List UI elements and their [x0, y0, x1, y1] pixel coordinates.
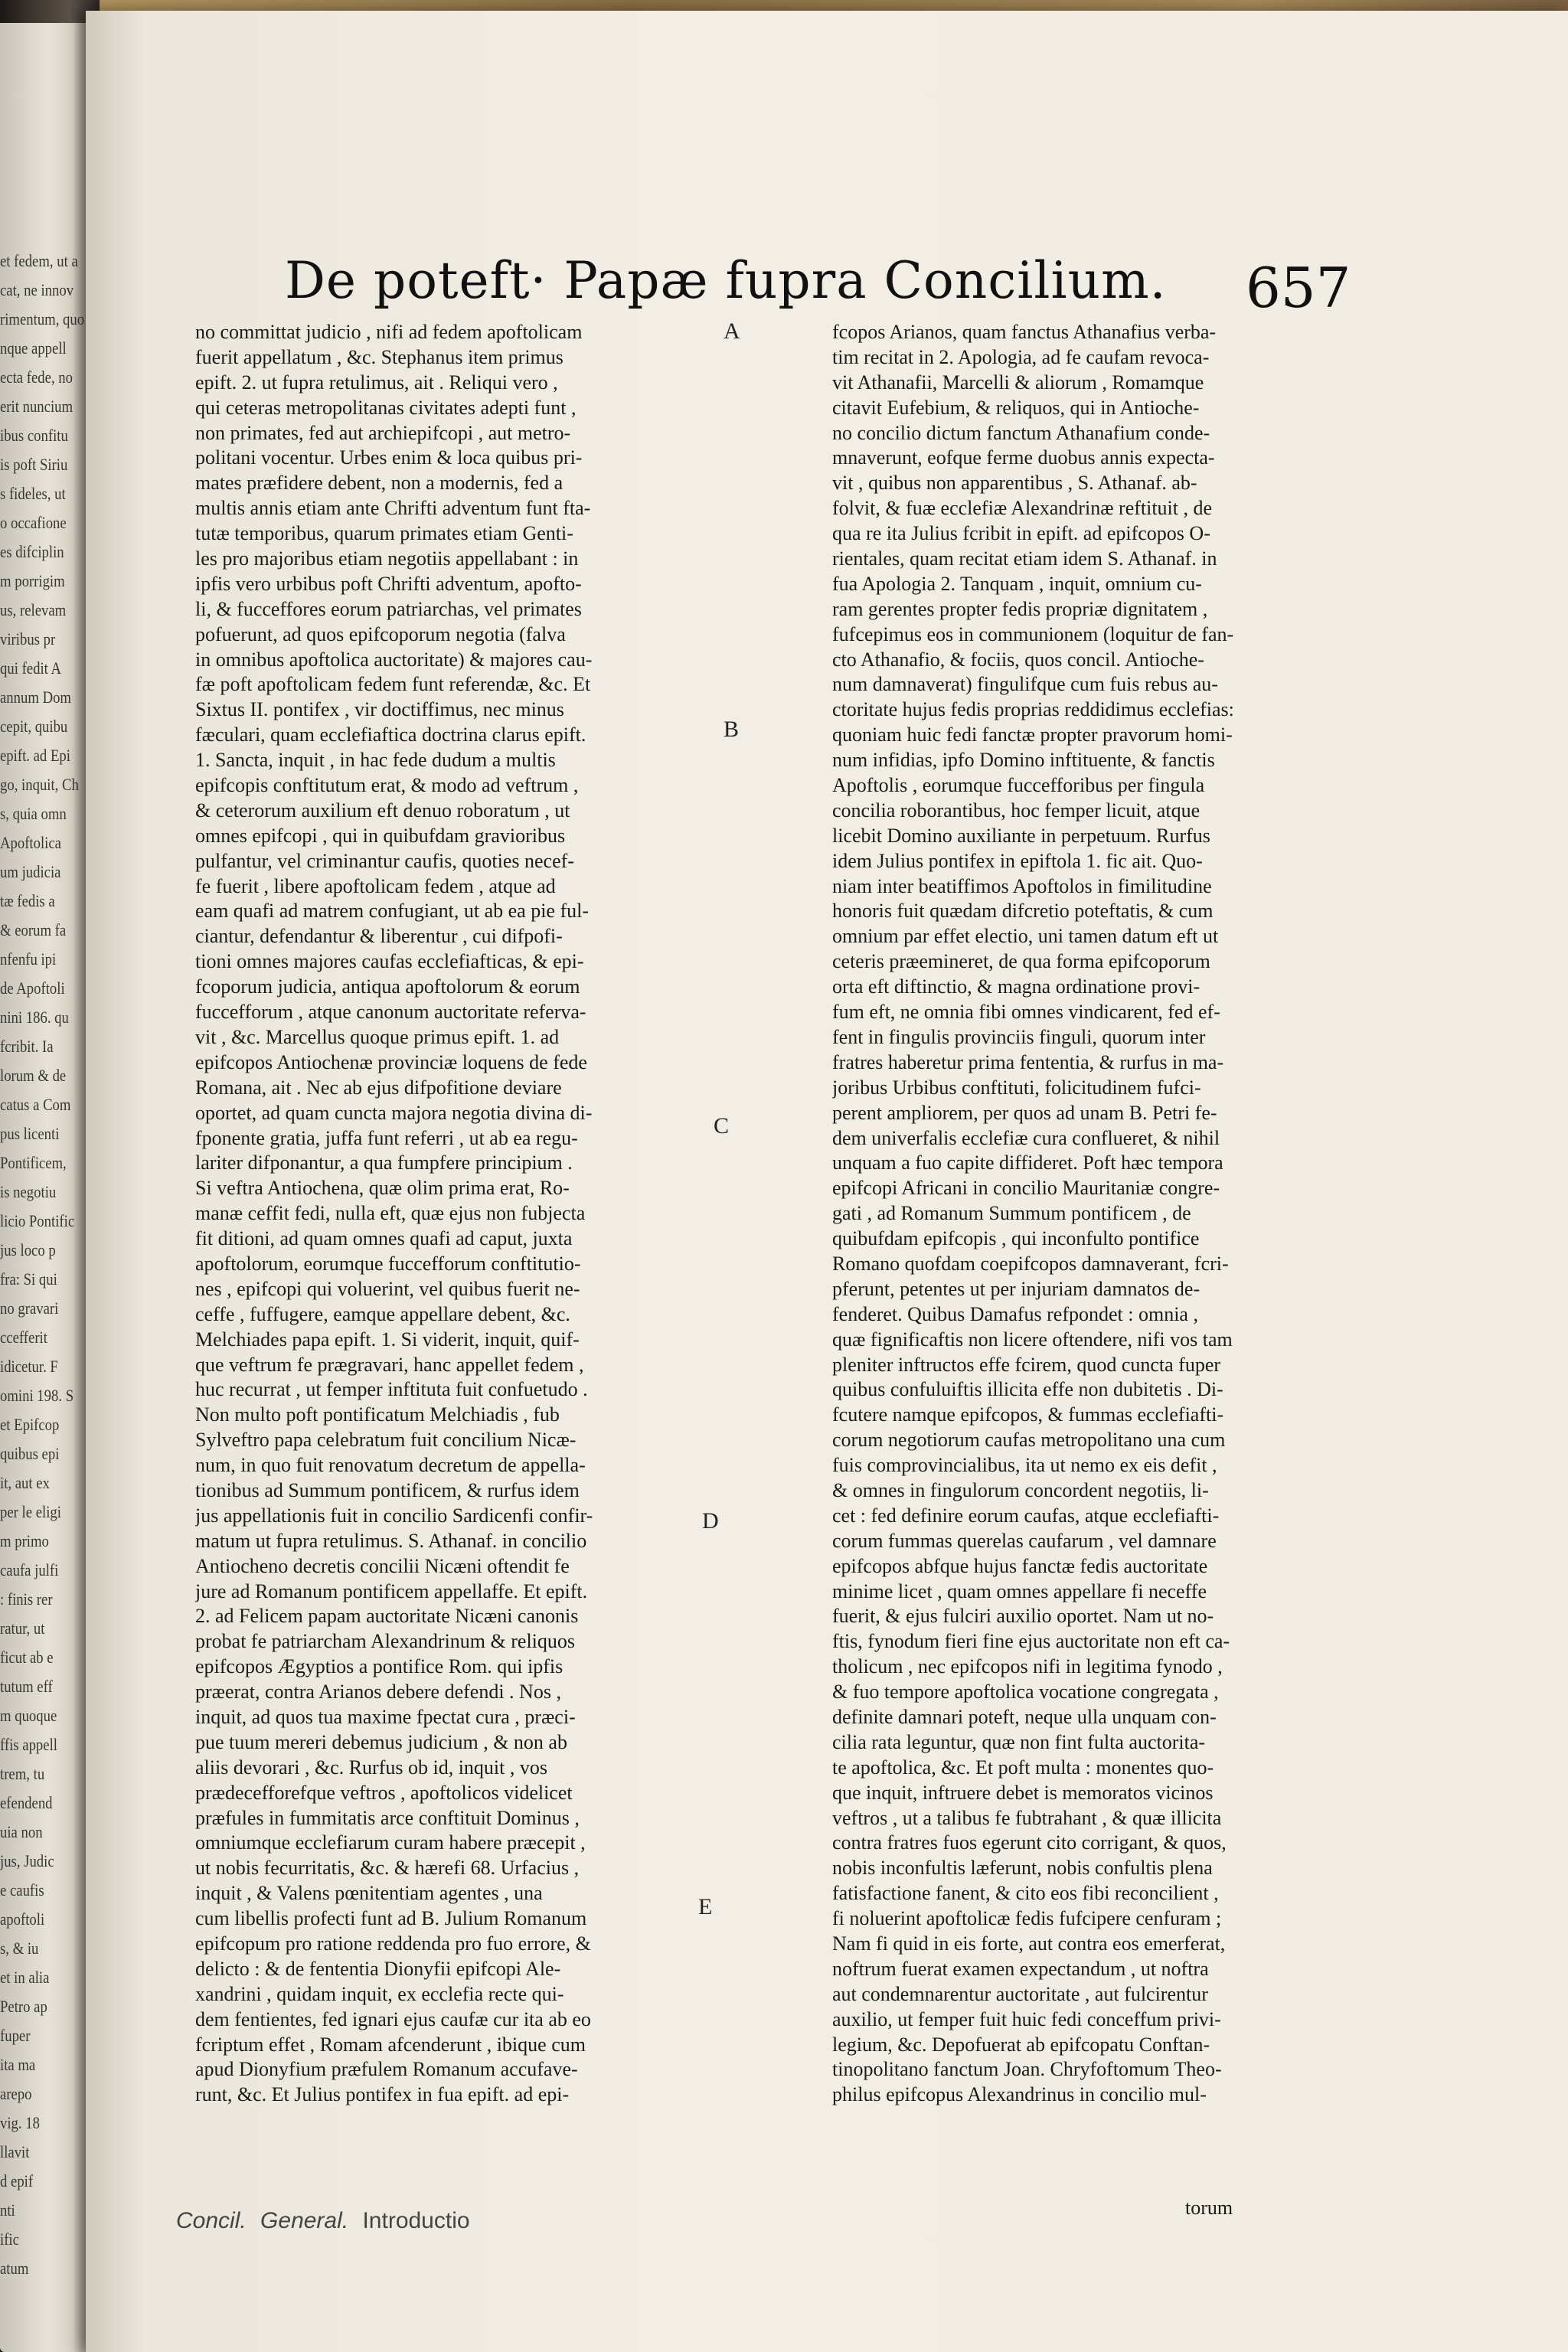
text-line: citavit Eufebium, & reliquos, qui in Antioche-	[832, 396, 1200, 419]
text-line: dem fentientes, fed ignari ejus caufæ cur ita ab eo	[195, 2007, 591, 2030]
left-page-text-fragment: & eorum fa	[0, 920, 67, 939]
right-column	[832, 320, 1327, 2108]
text-line: vit , quibus non apparentibus , S. Athanaf. ab-	[832, 472, 1197, 495]
left-page-text-fragment: d epif	[0, 2171, 34, 2190]
text-line: huc recurrat , ut femper inftituta fuit confuetudo .	[195, 1378, 588, 1401]
left-page-text-fragment: jus loco p	[0, 1240, 56, 1259]
left-page-text-fragment: ific	[0, 2230, 19, 2249]
text-line: folvit, & fuæ ecclefiæ Alexandrinæ reftituit , de	[832, 497, 1213, 520]
text-line: no concilio dictum fanctum Athanafium conde-	[832, 421, 1210, 444]
text-line: num damnaverat) fingulifque cum fuis rebus au-	[832, 673, 1218, 696]
left-page-text-fragment: s fideles, ut	[0, 484, 66, 503]
page-footer	[176, 2208, 478, 2234]
left-page-text-fragment: viribus pr	[0, 629, 56, 648]
text-line: ram gerentes propter fedis propriæ dignitatem ,	[832, 597, 1208, 620]
text-line: concilia roborantibus, hoc femper licuit, atque	[832, 799, 1200, 822]
text-line: Non multo poft pontificatum Melchiadis , fub	[195, 1403, 560, 1426]
text-line: fuis comprovincialibus, ita ut nemo ex eis defit ,	[832, 1454, 1217, 1477]
text-line: fcutere namque epifcopos, & fummas ecclefiafti-	[832, 1403, 1224, 1426]
left-page-text-fragment: quibus epi	[0, 1444, 60, 1463]
text-line: tutæ temporibus, quarum primates etiam Genti-	[195, 522, 573, 545]
margin-marker-e: E	[698, 1894, 713, 1919]
left-page-text-fragment: fcribit. Ia	[0, 1037, 54, 1056]
text-line: politani vocentur. Urbes enim & loca quibus pri-	[195, 446, 583, 469]
text-line: qui ceteras metropolitanas civitates adepti funt ,	[195, 396, 577, 419]
text-line: fuerit appellatum , &c. Stephanus item primus	[195, 345, 564, 368]
text-line: pofuerunt, ad quos epifcoporum negotia (falva	[195, 622, 566, 645]
left-page-text-fragment: is negotiu	[0, 1182, 57, 1201]
text-line: tinopolitano fanctum Joan. Chryfoftomum Theo-	[832, 2058, 1222, 2081]
text-line: pferunt, petentes ut per injuriam damnatos de-	[832, 1277, 1200, 1300]
left-page-text-fragment: idicetur. F	[0, 1357, 58, 1376]
text-line: epifcopis conftitutum erat, & modo ad veftrum ,	[195, 774, 579, 797]
text-line: nobis inconfultis læferunt, nobis confultis plena	[832, 1857, 1213, 1880]
text-line: jure ad Romanum pontificem appellaffe. Et epift.	[195, 1579, 588, 1602]
left-page-text-fragment: it, aut ex	[0, 1473, 50, 1492]
text-line: fit ditioni, ad quam omnes quafi ad caput, juxta	[195, 1227, 573, 1250]
left-page-text-fragment: ita ma	[0, 2055, 36, 2074]
text-line: multis annis etiam ante Chrifti adventum funt fta-	[195, 497, 591, 520]
left-page-text-fragment: m quoque	[0, 1706, 57, 1725]
text-line: mnaverunt, eofque ferme duobus annis expecta-	[832, 446, 1215, 469]
text-line: Si veftra Antiochena, quæ olim prima erat, Ro-	[195, 1177, 570, 1200]
text-line: Romano quofdam coepifcopos damnaverant, fcri-	[832, 1252, 1229, 1275]
text-line: Apoftolis , eorumque fuccefforibus per fingula	[832, 774, 1205, 797]
text-line: philus epifcopus Alexandrinus in concilio mul-	[832, 2083, 1207, 2106]
text-line: non primates, fed aut archiepifcopi , aut metro-	[195, 421, 571, 444]
text-line: no committat judicio , nifi ad fedem apoftolicam	[195, 321, 583, 343]
catchword: torum	[1185, 2197, 1233, 2219]
left-page-text-fragment: : finis rer	[0, 1589, 53, 1609]
text-line: eam quafi ad matrem confugiant, ut ab ea pie ful-	[195, 900, 590, 923]
text-line: pleniter inftructos effe fcirem, quod cuncta fuper	[832, 1353, 1221, 1376]
text-line: fi noluerint apoftolicæ fedis fufcipere cenfuram ;	[832, 1907, 1222, 1930]
text-line: fe fuerit , libere apoftolicam fedem , atque ad	[195, 874, 556, 897]
text-line: ipfis vero urbibus poft Chrifti adventum, apofto-	[195, 572, 582, 595]
text-line: ftis, fynodum fieri fine ejus auctoritate non eft ca-	[832, 1630, 1230, 1653]
text-line: Antiocheno decretis concilii Nicæni oftendit fe	[195, 1554, 570, 1577]
text-line: ceffe , fuffugere, eamque appellare debent, &c.	[195, 1302, 570, 1325]
page-number: 657	[1246, 256, 1351, 320]
left-page-text-fragment: vig. 18	[0, 2113, 40, 2132]
text-line: cum libellis profecti funt ad B. Julium Romanum	[195, 1907, 587, 1930]
text-line: runt, &c. Et Julius pontifex in fua epift. ad epi-	[195, 2083, 570, 2106]
left-page-text-fragment: de Apoftoli	[0, 978, 65, 998]
text-line: vit Athanafii, Marcelli & aliorum , Romamque	[832, 371, 1204, 394]
text-line: minime licet , quam omnes appellare fi neceffe	[832, 1579, 1207, 1602]
left-page-text-fragment: lorum & de	[0, 1066, 67, 1085]
text-line: manæ ceffit fedi, nulla eft, quæ ejus non fubjecta	[195, 1202, 586, 1225]
left-page-text-fragment: um judicia	[0, 862, 61, 881]
text-line: matum ut fupra retulimus. S. Athanaf. in concilio	[195, 1529, 587, 1552]
left-page-text-fragment: go, inquit, Ch	[0, 775, 79, 794]
text-line: les pro majoribus etiam negotiis appellabant : in	[195, 547, 579, 570]
text-line: Nam fi quid in eis forte, aut contra eos emerferat,	[832, 1932, 1226, 1955]
text-line: epifcopos Antiochenæ provinciæ loquens de fede	[195, 1050, 587, 1073]
text-line: unquam a fuo capite diffideret. Poft hæc tempora	[832, 1152, 1223, 1174]
left-page-text-fragment: s, quia omn	[0, 804, 67, 823]
left-page-text-fragment: ratur, ut	[0, 1619, 45, 1638]
left-page-text-fragment: pus licenti	[0, 1124, 60, 1143]
text-line: quibus confuluiftis illicita effe non dubitetis . Di-	[832, 1378, 1223, 1401]
text-line: præerat, contra Arianos debere defendi . Nos ,	[195, 1681, 561, 1704]
text-line: omnium par effet electio, uni tamen datum eft ut	[832, 925, 1219, 948]
left-page-text-fragment: apoftoli	[0, 1909, 45, 1929]
text-line: que inquit, inftruere debet is memoratos vicinos	[832, 1781, 1214, 1804]
text-line: epifcopos Ægyptios a pontifice Rom. qui ipfis	[195, 1655, 564, 1678]
text-line: contra fratres fuos egerunt cito corrigant, & quos,	[832, 1831, 1227, 1854]
text-line: & fuo tempore apoftolica vocatione congregata ,	[832, 1681, 1219, 1704]
text-line: idem Julius pontifex in epiftola 1. fic ait. Quo-	[832, 849, 1203, 872]
left-page-text-fragment: tæ fedis a	[0, 891, 55, 910]
text-line: inquit, ad quos tua maxime fpectat cura , præci-	[195, 1705, 576, 1728]
text-line: definite damnari poteft, neque ulla unquam con-	[832, 1705, 1217, 1728]
text-line: jus appellationis fuit in concilio Sardicenfi confir-	[195, 1504, 593, 1527]
text-line: corum fummas querelas caufarum , vel damnare	[832, 1529, 1217, 1552]
left-page-text-fragment: jus, Judic	[0, 1851, 54, 1870]
text-line: honoris fuit quædam difcretio poteftatis, & cum	[832, 900, 1214, 923]
left-page-edge	[0, 23, 86, 2352]
text-line: te apoftolica, &c. Et poft multa : monentes quo-	[832, 1756, 1214, 1779]
text-line: licebit Domino auxiliante in perpetuum. Rurfus	[832, 824, 1210, 847]
text-line: dem univerfalis ecclefiæ cura conflueret, & nihil	[832, 1126, 1220, 1149]
text-line: tholicum , nec epifcopos nifi in legitima fynodo ,	[832, 1655, 1223, 1678]
text-line: cilia rata leguntur, quæ non fint fulta auctorita-	[832, 1730, 1206, 1753]
text-line: noftrum fuerat examen expectandum , ut noftra	[832, 1957, 1209, 1980]
text-line: 1. Sancta, inquit , in hac fede dudum a multis	[195, 749, 556, 772]
text-line: Melchiades papa epift. 1. Si viderit, inquit, quif-	[195, 1328, 580, 1351]
left-page-text-fragment: nti	[0, 2200, 15, 2220]
left-page-text-fragment: ecta fede, no	[0, 368, 74, 387]
text-line: ut nobis fecurritatis, &c. & hærefi 68. Urfacius ,	[195, 1857, 580, 1880]
text-line: niam inter beatiffimos Apoftolos in fimilitudine	[832, 874, 1212, 897]
text-line: lariter difponantur, a qua fumpfere principium .	[195, 1152, 573, 1174]
text-line: fuccefforum , atque canonum auctoritate referva-	[195, 1001, 586, 1024]
left-page-text-fragment: Petro ap	[0, 1997, 47, 2016]
text-line: corum negotiorum caufas metropolitano una cum	[832, 1429, 1226, 1452]
left-page-text-fragment: ibus confitu	[0, 426, 68, 445]
book-page	[86, 11, 1568, 2352]
left-page-text-fragment: caufa julfi	[0, 1560, 59, 1579]
text-line: ciantur, defendantur & liberentur , cui difpofi-	[195, 925, 563, 948]
left-page-text-fragment: arepo	[0, 2084, 32, 2103]
left-page-text-fragment: nfenfu ipi	[0, 949, 57, 969]
margin-marker-b: B	[724, 717, 740, 742]
text-line: gati , ad Romanum Summum pontificem , de	[832, 1202, 1191, 1225]
text-line: fæ poft apoftolicam fedem funt referendæ, &c. Et	[195, 673, 591, 696]
left-page-text-fragment: uia non	[0, 1822, 43, 1841]
text-line: 2. ad Felicem papam auctoritate Nicæni canonis	[195, 1605, 579, 1628]
left-page-text-fragment: o occafione	[0, 513, 67, 532]
left-page-text-fragment: is poft Siriu	[0, 455, 68, 474]
text-line: epifcopos abfque hujus fanctæ fedis auctoritate	[832, 1554, 1208, 1577]
footer-introductio: Introductio	[362, 2208, 470, 2233]
text-line: fenderet. Quibus Damafus refpondet : omnia ,	[832, 1302, 1198, 1325]
left-page-text-fragment: licio Pontific	[0, 1211, 75, 1230]
text-line: delicto : & de fententia Dionyfii epifcopi Ale-	[195, 1957, 561, 1980]
text-line: fponente gratia, juffa funt referri , ut ab ea regu-	[195, 1126, 578, 1149]
left-page-text-fragment: epift. ad Epi	[0, 746, 70, 765]
left-page-text-fragment: rimentum, quo	[0, 309, 85, 328]
margin-marker-a: A	[724, 318, 740, 344]
left-page-text-fragment: et fedem, ut a	[0, 251, 78, 270]
left-page-text-fragment: omini 198. S	[0, 1386, 74, 1405]
text-line: omniumque ecclefiarum curam habere præcepit ,	[195, 1831, 586, 1854]
text-line: fcoporum judicia, antiqua apoftolorum & eorum	[195, 975, 580, 998]
text-line: tionibus ad Summum pontificem, & rurfus idem	[195, 1478, 580, 1501]
text-line: fatisfactione fanent, & cito eos fibi reconcilient ,	[832, 1882, 1219, 1905]
text-line: mates præfidere debent, non a modernis, fed a	[195, 472, 564, 495]
text-line: cto Athanafio, & fociis, quos concil. Antioche-	[832, 648, 1204, 671]
text-line: ceteris præemineret, de qua forma epifcoporum	[832, 950, 1210, 973]
text-line: epifcopum pro ratione reddenda pro fuo errore, &	[195, 1932, 591, 1955]
left-page-text-fragment: ficut ab e	[0, 1648, 54, 1667]
text-line: qua re ita Julius fcribit in epift. ad epifcopos O-	[832, 522, 1210, 545]
text-line: li, & fucceffores eorum patriarchas, vel primates	[195, 597, 582, 620]
text-line: pue tuum mereri debemus judicium , & non ab	[195, 1730, 567, 1753]
text-line: ctoritate hujus fedis proprias reddidimus ecclefias:	[832, 698, 1234, 721]
text-line: fum eft, ne omnia fibi omnes vindicarent, fed ef-	[832, 1001, 1220, 1024]
text-line: Sylveftro papa celebratum fuit concilium Nicæ-	[195, 1429, 577, 1452]
text-line: tioni omnes majores caufas ecclefiafticas, & epi-	[195, 950, 584, 973]
text-line: num infidias, ipfo Domino inftituente, & fanctis	[832, 749, 1215, 772]
left-page-text-fragment: fra: Si qui	[0, 1269, 57, 1289]
text-line: fent in fingulis provinciis finguli, quorum inter	[832, 1025, 1206, 1048]
text-line: tim recitat in 2. Apologia, ad fe caufam revoca-	[832, 345, 1210, 368]
text-line: & omnes in fingulorum concordent negotiis, li-	[832, 1478, 1209, 1501]
left-page-text-fragment: cat, ne innov	[0, 280, 74, 299]
left-page-text-fragment: Pontificem,	[0, 1153, 67, 1172]
text-line: cet : fed definire eorum caufas, atque ecclefiafti-	[832, 1504, 1220, 1527]
text-line: Sixtus II. pontifex , vir doctiffimus, nec minus	[195, 698, 564, 721]
footer-general: General.	[260, 2208, 349, 2233]
text-line: in omnibus apoftolica auctoritate) & majores cau-	[195, 648, 593, 671]
text-line: fcriptum effet , Romam afcenderunt , ibique cum	[195, 2033, 586, 2056]
text-line: veftros , ut a talibus fe fubtrahant , & quæ illicita	[832, 1806, 1222, 1829]
text-line: & ceterorum auxilium eft denuo roboratum , ut	[195, 799, 570, 822]
text-line: orta eft diftinctio, & magna ordinatione provi-	[832, 975, 1200, 998]
left-page-text-fragment: us, relevam	[0, 600, 67, 619]
text-line: præfules in fummitatis arce conftituit Dominus ,	[195, 1806, 580, 1829]
running-title: De poteft· Papæ fupra Concilium.	[285, 251, 1167, 310]
left-page-text-fragment: annum Dom	[0, 688, 71, 707]
left-page-text-fragment: Apoftolica	[0, 833, 61, 852]
left-page-text-fragment: es difciplin	[0, 542, 64, 561]
text-line: que veftrum fe prægravari, hanc appellet fedem ,	[195, 1353, 584, 1376]
left-page-text-fragment: erit nuncium	[0, 397, 74, 416]
margin-marker-d: D	[702, 1508, 719, 1534]
text-line: epifcopi Africani in concilio Mauritaniæ congre-	[832, 1177, 1220, 1200]
text-line: xandrini , quidam inquit, ex ecclefia recte qui-	[195, 1982, 564, 2005]
left-page-text-fragment: cepit, quibu	[0, 717, 68, 736]
left-page-text-fragment: s, & iu	[0, 1939, 39, 1958]
left-column	[195, 320, 800, 2108]
text-line: quoniam huic fedi fanctæ propter pravorum homi-	[832, 724, 1233, 746]
text-line: fratres haberetur prima fententia, & rurfus in ma-	[832, 1050, 1224, 1073]
text-line: auxilio, ut femper fuit huic fedi conceffum privi-	[832, 2007, 1221, 2030]
left-page-text-fragment: e caufis	[0, 1880, 44, 1900]
left-page-text-fragment: fuper	[0, 2026, 31, 2045]
left-page-text-fragment: tutum eff	[0, 1677, 53, 1696]
running-header	[285, 251, 1372, 320]
left-page-text-fragment: llavit	[0, 2142, 30, 2161]
text-line: rientales, quam recitat etiam idem S. Athanaf. in	[832, 547, 1217, 570]
text-line: omnes epifcopi , qui in quibufdam gravioribus	[195, 824, 566, 847]
left-page-text-fragment: ccefferit	[0, 1328, 47, 1347]
text-line: fæculari, quam ecclefiaftica doctrina clarus epift.	[195, 724, 586, 746]
text-line: legium, &c. Depofuerat ab epifcopatu Conftan-	[832, 2033, 1210, 2056]
text-line: joribus Urbibus conftituti, folicitudinem fufci-	[832, 1076, 1201, 1099]
text-line: quæ fignificaftis non licere oftendere, nifi vos tam	[832, 1328, 1233, 1351]
text-line: vit , &c. Marcellus quoque primus epift. 1. ad	[195, 1025, 560, 1048]
left-page-text-fragment: m primo	[0, 1531, 49, 1550]
left-page-text-fragment: et Epifcop	[0, 1415, 60, 1434]
text-line: num, in quo fuit renovatum decretum de appella-	[195, 1454, 586, 1477]
left-page-text-fragment: qui fedit A	[0, 658, 61, 678]
left-page-text-fragment: m porrigim	[0, 571, 65, 590]
text-line: prædecefforefque veftros , apoftolicos videlicet	[195, 1781, 573, 1804]
text-line: pulfantur, vel criminantur caufis, quoties necef-	[195, 849, 574, 872]
left-page-text-fragment: et in alia	[0, 1968, 50, 1987]
text-line: epift. 2. ut fupra retulimus, ait . Reliqui vero ,	[195, 371, 558, 394]
text-line: fuerit, & ejus fulciri auxilio oportet. Nam ut no-	[832, 1605, 1214, 1628]
left-page-text-fragment: atum	[0, 2259, 29, 2278]
left-page-text-fragment: nque appell	[0, 338, 67, 358]
text-line: fua Apologia 2. Tanquam , inquit, omnium cu-	[832, 572, 1202, 595]
text-line: aliis devorari , &c. Rurfus ob id, inquit , vos	[195, 1756, 548, 1779]
text-line: apoftolorum, eorumque fuccefforum conftitutio-	[195, 1252, 581, 1275]
text-line: oportet, ad quam cuncta majora negotia divina di-	[195, 1101, 593, 1124]
left-page-text-fragment: efendend	[0, 1793, 53, 1812]
left-page-text-fragment: trem, tu	[0, 1764, 45, 1783]
text-line: fufcepimus eos in communionem (loquitur de fan-	[832, 622, 1234, 645]
left-page-text-fragment: per le eligi	[0, 1502, 61, 1521]
text-line: fcopos Arianos, quam fanctus Athanafius verba-	[832, 321, 1217, 343]
text-line: Romana, ait . Nec ab ejus difpofitione deviare	[195, 1076, 562, 1099]
text-line: apud Dionyfium præfulem Romanum accufave-	[195, 2058, 578, 2081]
left-page-text-fragment: no gravari	[0, 1298, 59, 1318]
text-line: perent ampliorem, per quos ad unam B. Petri fe-	[832, 1101, 1217, 1124]
footer-concil: Concil.	[176, 2208, 247, 2233]
left-page-text-fragment: ffis appell	[0, 1735, 57, 1754]
text-line: inquit , & Valens pœnitentiam agentes , una	[195, 1882, 543, 1905]
text-line: probat fe patriarcham Alexandrinum & reliquos	[195, 1630, 576, 1653]
text-line: nes , epifcopi qui voluerint, vel quibus fuerit ne-	[195, 1277, 580, 1300]
text-line: aut condemnarentur auctoritate , aut fulcirentur	[832, 1982, 1208, 2005]
text-line: quibufdam epifcopis , qui inconfulto pontifice	[832, 1227, 1200, 1250]
margin-marker-c: C	[714, 1113, 730, 1138]
left-page-text-fragment: catus a Com	[0, 1095, 71, 1114]
left-page-text-fragment: nini 186. qu	[0, 1008, 69, 1027]
